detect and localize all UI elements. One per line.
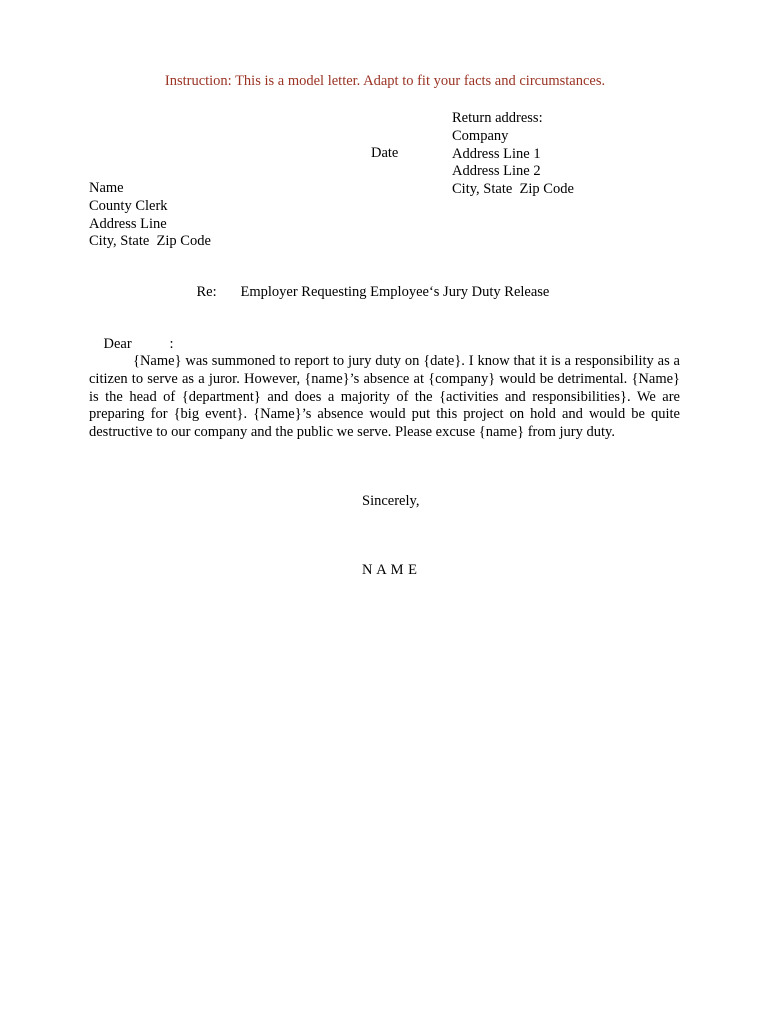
return-address-block [452, 110, 574, 199]
recipient-name: Name [89, 180, 124, 196]
return-address-line-2: Address Line 2 [452, 163, 541, 180]
recipient-address-block [89, 180, 211, 251]
return-address-city-state-zip: City, State Zip Code [452, 181, 574, 198]
signature-name: N A M E [362, 562, 418, 578]
recipient-title: County Clerk [89, 197, 168, 214]
return-address-heading: Return address: [452, 110, 543, 126]
recipient-address-line: Address Line [89, 215, 167, 232]
re-subject: Employer Requesting Employee‘s Jury Duty Release [240, 283, 550, 300]
re-label: Re: [196, 283, 217, 300]
salutation-colon: : [169, 335, 174, 352]
salutation-greeting: Dear [103, 335, 132, 352]
recipient-city-state-zip: City, State Zip Code [89, 233, 211, 250]
instruction-note: Instruction: This is a model letter. Adapt to fit your facts and circumstances. [164, 73, 606, 89]
return-address-company: Company [452, 127, 509, 144]
closing-line: Sincerely, [362, 493, 420, 509]
body-paragraph: {Name} was summoned to report to jury duty on {date}. I know that it is a responsibility as a citizen to serve as a juror. However, {name}’s absence at {company} would be detrimental. {Name} is the head of {department} and does a majority of the {activities and responsibilities}. We are preparing for {big event}. {Name}’s absence would put this project on hold and would be quite destructive to our company and the public we serve. Please excuse {name} from jury duty. [89, 353, 680, 441]
re-line [182, 266, 549, 319]
return-address-line-1: Address Line 1 [452, 145, 541, 162]
date-label: Date [371, 145, 399, 161]
